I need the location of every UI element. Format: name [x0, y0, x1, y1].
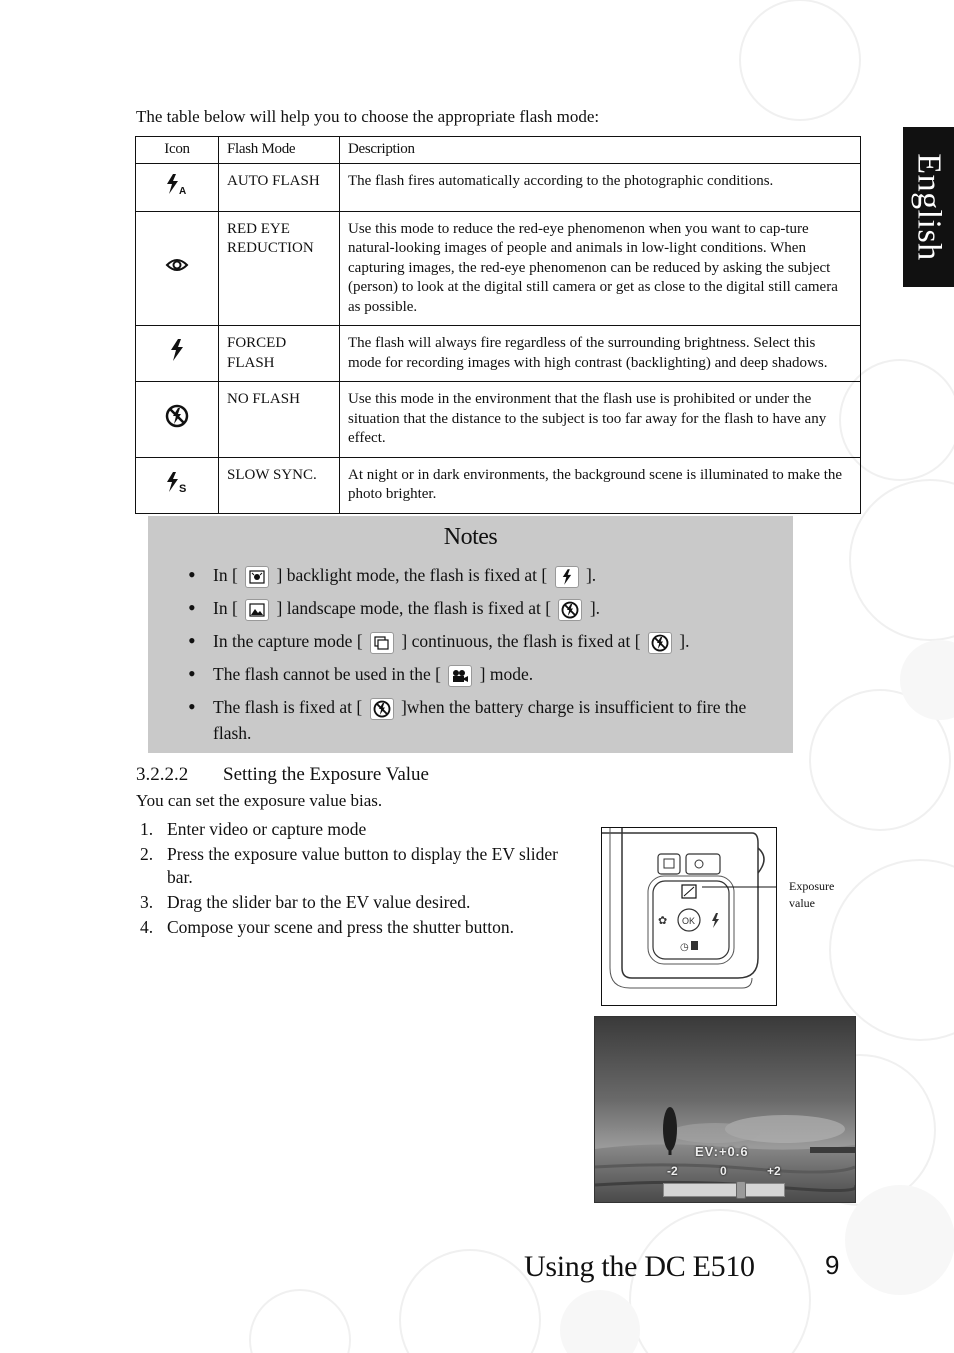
slow-sync-icon	[164, 470, 190, 494]
icon-cell	[136, 326, 219, 382]
continuous-capture-icon	[370, 632, 394, 654]
list-item: 2. Press the exposure value button to display the EV slider bar.	[140, 844, 558, 887]
ev-tick-min: -2	[667, 1164, 678, 1178]
list-item: 4. Compose your scene and press the shutter button.	[140, 917, 515, 937]
notes-title: Notes	[443, 524, 498, 550]
mode-cell: FORCED FLASH	[219, 326, 340, 382]
description-cell: The flash fires automatically according to the photographic conditions.	[340, 163, 861, 211]
red-eye-icon	[165, 257, 189, 273]
language-side-tab	[903, 127, 954, 287]
icon-cell	[136, 211, 219, 326]
svg-text:S: S	[179, 482, 187, 494]
list-item: 1. Enter video or capture mode	[140, 819, 367, 839]
flash-mode-table	[135, 136, 861, 514]
ev-slider-track[interactable]	[663, 1183, 785, 1197]
side-tab-label: English	[910, 153, 948, 261]
description-cell: The flash will always fire regardless of the surrounding brightness. Select this mode for recording images with high contrast (backlighting) and deep shadows.	[340, 326, 861, 382]
camera-back-illustration	[601, 827, 777, 1006]
description-cell: Use this mode in the environment that the flash use is prohibited or under the situation that the distance to the subject is too far away for the flash to have any effect.	[340, 382, 861, 458]
header-icon: Icon	[136, 137, 219, 164]
list-item: • In [ ] landscape mode, the flash is fixed at [ ].	[188, 595, 768, 621]
description-cell: Use this mode to reduce the red-eye phenomenon when you want to cap-ture natural-looking images of people and animals in low-light conditions. When capturing images, the red-eye phenomenon can be reduced by asking the subject (person) to look at the digital still camera or get as close to the digital still camera as possible.	[340, 211, 861, 326]
footer-title: Using the DC E510	[524, 1250, 755, 1283]
icon-cell	[136, 457, 219, 513]
icon-cell	[136, 163, 219, 211]
notes-box	[148, 516, 793, 753]
ev-tick-zero: 0	[720, 1164, 727, 1178]
landscape-mode-icon	[245, 599, 269, 621]
description-cell: At night or in dark environments, the background scene is illuminated to make the photo brighter.	[340, 457, 861, 513]
mode-cell: AUTO FLASH	[219, 163, 340, 211]
ev-tick-max: +2	[767, 1164, 781, 1178]
no-flash-icon	[165, 404, 189, 428]
list-item: • The flash is fixed at [ ]when the battery charge is insufficient to fire the flash.	[188, 694, 768, 746]
flash-forced-icon	[167, 338, 187, 362]
mode-cell: SLOW SYNC.	[219, 457, 340, 513]
table-row	[136, 326, 861, 382]
mode-cell: RED EYE REDUCTION	[219, 211, 340, 326]
list-item: • In [ ] backlight mode, the flash is fixed at [ ].	[188, 562, 768, 588]
icon-cell	[136, 382, 219, 458]
table-intro: The table below will help you to choose the appropriate flash mode:	[136, 107, 600, 126]
list-item: • In the capture mode [ ] continuous, the flash is fixed at [ ].	[188, 628, 768, 654]
mode-cell: NO FLASH	[219, 382, 340, 458]
notes-list	[188, 562, 768, 753]
backlight-mode-icon	[245, 566, 269, 588]
ev-slider-handle[interactable]	[736, 1181, 746, 1199]
header-description: Description	[340, 137, 861, 164]
no-flash-icon	[648, 632, 672, 654]
table-row	[136, 382, 861, 458]
section-title: Setting the Exposure Value	[223, 764, 429, 785]
list-item: 3. Drag the slider bar to the EV value desired.	[140, 892, 471, 912]
section-number: 3.2.2.2	[136, 764, 189, 785]
exposure-value-callout: Exposure value	[789, 879, 835, 910]
page-number: 9	[825, 1250, 840, 1280]
section-intro: You can set the exposure value bias.	[136, 791, 383, 810]
flash-auto-icon	[164, 172, 190, 196]
table-header-row	[136, 137, 861, 164]
svg-text:✿: ✿	[658, 914, 668, 927]
section-heading	[136, 764, 429, 786]
list-item: • The flash cannot be used in the [ ] mode.	[188, 661, 768, 687]
flash-forced-icon	[555, 566, 579, 588]
no-flash-icon	[370, 698, 394, 720]
svg-text:OK: OK	[682, 916, 696, 926]
table-row	[136, 163, 861, 211]
table-row	[136, 211, 861, 326]
no-flash-icon	[558, 599, 582, 621]
svg-text:◷: ◷	[680, 942, 689, 953]
table-row	[136, 457, 861, 513]
steps-list	[136, 818, 566, 941]
video-mode-icon	[448, 665, 472, 687]
svg-text:A: A	[179, 185, 187, 196]
header-flash-mode: Flash Mode	[219, 137, 340, 164]
ev-readout: EV:+0.6	[695, 1144, 749, 1159]
